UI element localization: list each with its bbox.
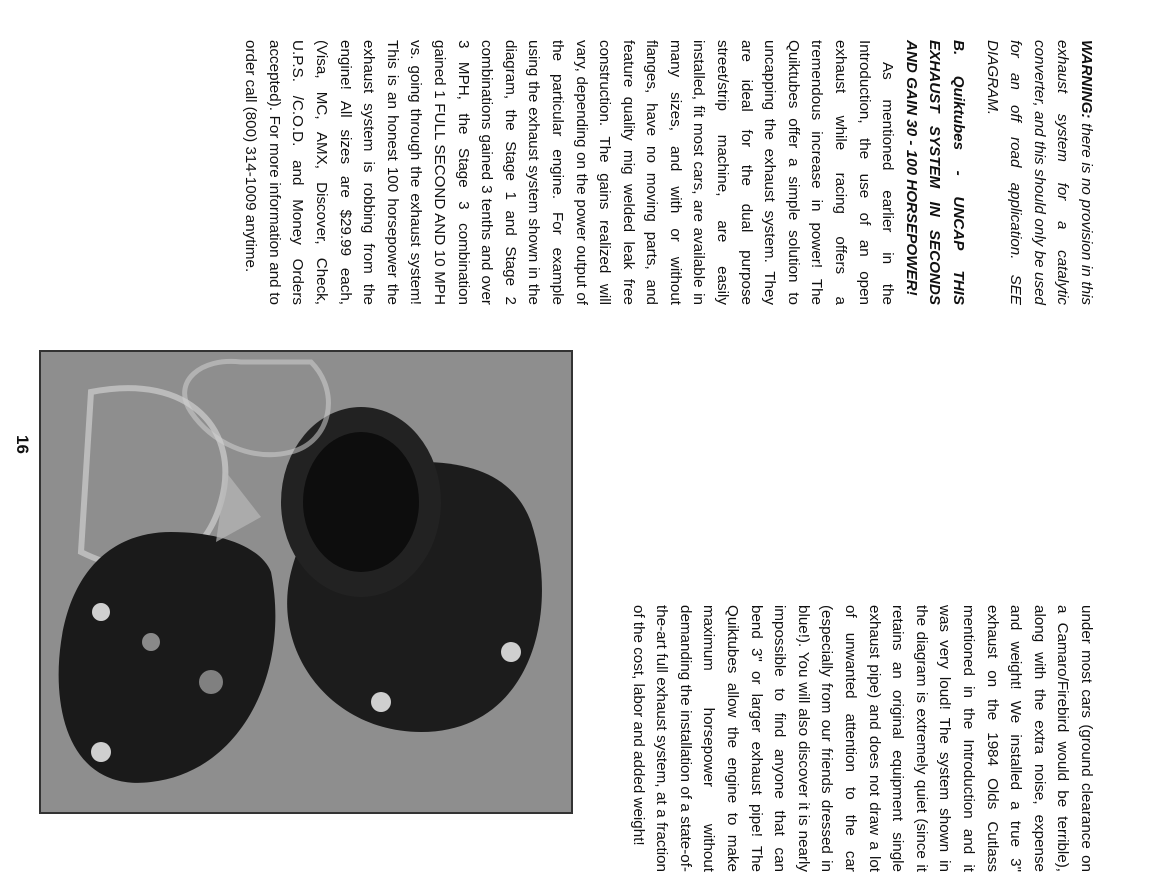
page-number: 16 — [13, 435, 32, 454]
column-left — [239, 40, 1098, 305]
warning-text: there is no provision in this exhaust system for a catalytic converter, and this should only be used for an off road application. SEE DIAGRAM. — [983, 40, 1095, 305]
warning-paragraph — [980, 40, 1098, 305]
section-heading: B. Quiktubes - UNCAP THIS EXHAUST SYSTEM IN SECONDS AND GAIN 30 - 100 HORSEPOWER! — [902, 40, 968, 305]
body-paragraph-3: under most cars (ground clearance on a Camaro/Firebird would be terrible), along with the extra noise, expense and weight! We installed a true 3" exhaust on the 1984 Olds Cutlass mentioned in the Introduction and it was very loud! The system shown in the diagram is extremely quiet (since it retains an original equipment single exhaust pipe) and does not draw a lot of unwanted attention to the car (especially from our friends dressed in blue!). You will also discover it is nearly impossible to find anyone that can bend 3" or larger exhaust pipe! The Quiktubes allow the engine to make maximum horsepower without demanding the installation of a state-of-the-art full exhaust system, at a fraction of the cost, labor and added weight! — [629, 605, 1095, 872]
quiktubes-photo — [39, 350, 573, 814]
column-right — [626, 605, 1098, 872]
body-paragraph-1: As mentioned earlier in the Introduction, the use of an open exhaust while racing offers a tremendous increase in power! The Quiktubes offer a simple solution to uncapping the exhaust system. They are ideal for the dual purpose street/strip machine, are easily installed, fit most cars, are available in many sizes, and with or without flanges, have no moving parts, and feature quality mig welded leak free construction. The gains realized will vary, depending on the power output of the particular engine. For example using the exhaust system shown in the diagram, the Stage 1 and Stage 2 combinations gained 3 tenths and over 3 MPH, the Stage 3 combination gained 1 FULL SECOND AND 10 MPH vs. going through the exhaust system! This is an honest 100 horsepower the exhaust system is robbing from the engine! All sizes are $29.99 each, (Visa, MC, AMX, Discover, Check, U.P.S. /C.O.D. and Money Orders accepted). For more information and to order call (800) 314-1009 anytime. — [242, 40, 897, 305]
quiktubes-photo-graphic — [41, 352, 571, 812]
warning-lead: WARNING: — [1078, 40, 1095, 119]
